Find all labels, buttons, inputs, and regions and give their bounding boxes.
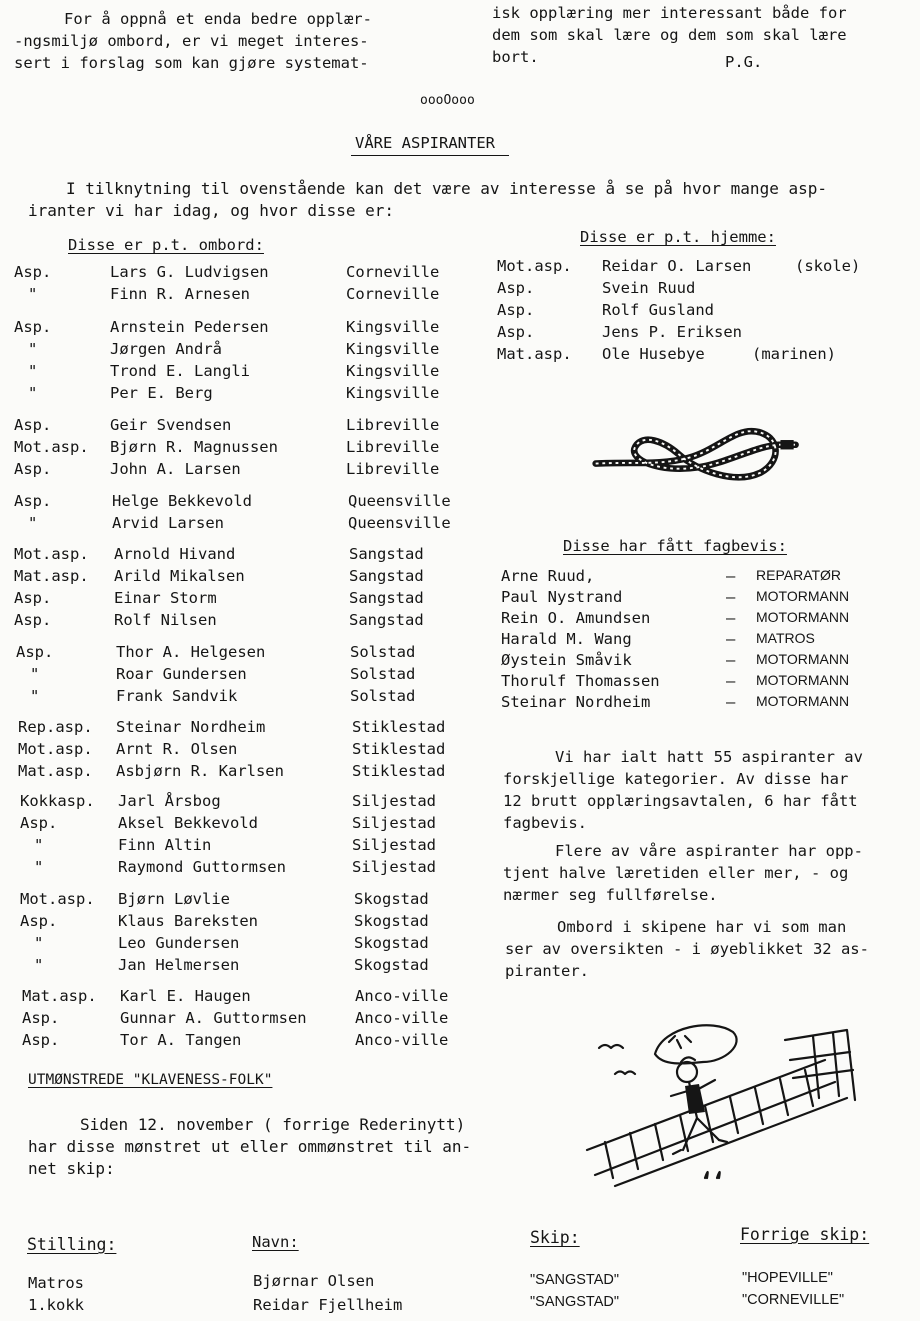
ship-name: Skogstad: [354, 890, 429, 908]
ship-name: Sangstad: [349, 589, 424, 607]
title-underline: [351, 155, 509, 156]
section-title-text: VÅRE ASPIRANTER: [355, 134, 495, 152]
rank: ": [28, 362, 38, 380]
text-line: For å oppnå et enda bedre opplær-: [64, 10, 372, 28]
ship-name: Libreville: [346, 438, 440, 456]
rank: Asp.: [14, 263, 52, 281]
person-name: Øystein Småvik: [501, 651, 632, 669]
rank: Asp.: [497, 323, 535, 341]
person-name: Leo Gundersen: [118, 934, 240, 952]
person-name: Per E. Berg: [110, 384, 213, 402]
text-line: net skip:: [28, 1159, 115, 1178]
rank: Mat.asp.: [22, 987, 97, 1005]
ship-name: Solstad: [350, 687, 416, 705]
position: Matros: [28, 1274, 84, 1292]
text-line: 12 brutt opplæringsavtalen, 6 har fått: [503, 792, 858, 810]
person-name: Gunnar A. Guttormsen: [120, 1009, 307, 1027]
text-line: fagbevis.: [503, 814, 587, 832]
ship-name: Solstad: [350, 665, 416, 683]
trade: MOTORMANN: [756, 693, 850, 709]
ship-name: Anco-ville: [355, 1009, 449, 1027]
note: (marinen): [752, 345, 836, 363]
ship-name: Sangstad: [349, 611, 424, 629]
person-name: Arild Mikalsen: [114, 567, 245, 585]
person-name: Thor A. Helgesen: [116, 643, 266, 661]
rank: ": [34, 836, 44, 854]
dash: –: [726, 609, 736, 627]
rank: Asp.: [14, 460, 52, 478]
person-name: Jens P. Eriksen: [602, 323, 742, 341]
ship-name: Anco-ville: [355, 987, 449, 1005]
rank: Asp.: [14, 318, 52, 336]
person-name: Rolf Gusland: [602, 301, 714, 319]
section-separator: oooOooo: [420, 93, 475, 108]
onboard-roster: [14, 263, 484, 1053]
person-name: Thorulf Thomassen: [501, 672, 660, 690]
person-name: Frank Sandvik: [116, 687, 238, 705]
text-line: Siden 12. november ( forrige Rederinytt): [80, 1115, 466, 1134]
person-name: Arnold Hivand: [114, 545, 236, 563]
previous-ship-name: "HOPEVILLE": [742, 1270, 833, 1286]
person-name: Bjørn Løvlie: [118, 890, 230, 908]
note: (skole): [795, 257, 861, 275]
text-line: sert i forslag som kan gjøre systemat-: [14, 54, 369, 72]
person-name: Finn R. Arnesen: [110, 285, 250, 303]
person-name: Paul Nystrand: [501, 588, 623, 606]
dash: –: [726, 630, 736, 648]
person-name: Arnt R. Olsen: [116, 740, 238, 758]
rank: Asp.: [20, 912, 58, 930]
signoff-intro: [28, 1114, 471, 1180]
ship-name: Skogstad: [354, 956, 429, 974]
trade: MOTORMANN: [756, 588, 850, 604]
rank: Mot.asp.: [18, 740, 93, 758]
person-name: Jarl Årsbog: [118, 792, 221, 810]
text-line: piranter.: [505, 962, 589, 980]
person-name: Raymond Guttormsen: [118, 858, 286, 876]
person-name: Helge Bekkevold: [112, 492, 252, 510]
ship-name: Libreville: [346, 416, 440, 434]
aspirants-intro: [28, 178, 827, 222]
rank: ": [30, 665, 40, 683]
dash: –: [726, 672, 736, 690]
rank: Mat.asp.: [18, 762, 93, 780]
ship-name: Siljestad: [352, 814, 436, 832]
ship-name: Queensville: [348, 514, 451, 532]
column-header-name: Navn:: [252, 1233, 299, 1251]
text-line: iranter vi har idag, og hvor disse er:: [28, 201, 395, 220]
sailor-illustration: [585, 1000, 885, 1190]
ship-name: Corneville: [346, 263, 440, 281]
previous-ship-name: "CORNEVILLE": [742, 1292, 845, 1308]
person-name: Trond E. Langli: [110, 362, 250, 380]
person-name: Reidar Fjellheim: [253, 1296, 403, 1314]
trade: MOTORMANN: [756, 609, 850, 625]
ship-name: "SANGSTAD": [530, 1272, 619, 1288]
rank: Mot.asp.: [497, 257, 572, 275]
ship-name: Stiklestad: [352, 718, 446, 736]
cert-heading: Disse har fått fagbevis:: [563, 537, 787, 555]
rank: Asp.: [22, 1031, 60, 1049]
person-name: Asbjørn R. Karlsen: [116, 762, 284, 780]
text-line: nærmer seg fullførelse.: [503, 886, 718, 904]
rank: Asp.: [497, 279, 535, 297]
home-list: [497, 257, 907, 372]
rank: ": [28, 340, 38, 358]
section-title: [355, 134, 495, 152]
ship-name: Corneville: [346, 285, 440, 303]
ship-name: Kingsville: [346, 384, 440, 402]
rank: Asp.: [22, 1009, 60, 1027]
signoff-title: UTMØNSTREDE "KLAVENESS-FOLK": [28, 1072, 273, 1088]
person-name: Karl E. Haugen: [120, 987, 251, 1005]
onboard-heading: Disse er p.t. ombord:: [68, 236, 264, 254]
rank: Asp.: [16, 643, 54, 661]
person-name: Bjørnar Olsen: [253, 1272, 375, 1290]
ship-name: Sangstad: [349, 567, 424, 585]
text-line: dem som skal lære og dem som skal lære: [492, 26, 847, 44]
column-header-position: Stilling:: [27, 1235, 117, 1254]
trade: MOTORMANN: [756, 651, 850, 667]
ship-name: Skogstad: [354, 934, 429, 952]
home-heading: Disse er p.t. hjemme:: [580, 228, 776, 246]
cert-list: [501, 567, 901, 727]
summary-paragraph-2: [503, 840, 863, 906]
text-line: Flere av våre aspiranter har opp-: [555, 842, 863, 860]
dash: –: [726, 567, 736, 585]
person-name: Lars G. Ludvigsen: [110, 263, 269, 281]
rank: ": [34, 934, 44, 952]
rank: Rep.asp.: [18, 718, 93, 736]
rank: Mat.asp.: [14, 567, 89, 585]
ship-name: Siljestad: [352, 858, 436, 876]
ship-name: Skogstad: [354, 912, 429, 930]
signoff-table: [0, 1270, 920, 1318]
summary-paragraph-3: [505, 916, 869, 982]
ship-name: Anco-ville: [355, 1031, 449, 1049]
person-name: Svein Ruud: [602, 279, 696, 297]
dash: –: [726, 588, 736, 606]
ship-name: Sangstad: [349, 545, 424, 563]
rank: Mot.asp.: [14, 545, 89, 563]
person-name: Jan Helmersen: [118, 956, 240, 974]
person-name: Harald M. Wang: [501, 630, 632, 648]
text-line: har disse mønstret ut eller ommønstret til an-: [28, 1137, 472, 1156]
text-line: Vi har ialt hatt 55 aspiranter av: [555, 748, 863, 766]
trade: MATROS: [756, 630, 815, 646]
person-name: John A. Larsen: [110, 460, 241, 478]
rank: Asp.: [14, 492, 52, 510]
dash: –: [726, 693, 736, 711]
ship-name: Queensville: [348, 492, 451, 510]
rank: ": [28, 514, 38, 532]
person-name: Geir Svendsen: [110, 416, 232, 434]
text-line: bort.: [492, 48, 539, 66]
person-name: Bjørn R. Magnussen: [110, 438, 278, 456]
rank: Asp.: [14, 416, 52, 434]
text-line: tjent halve læretiden eller mer, - og: [503, 864, 849, 882]
ship-name: Kingsville: [346, 340, 440, 358]
rank: Kokkasp.: [20, 792, 95, 810]
text-line: Ombord i skipene har vi som man: [557, 918, 847, 936]
text-line: -ngsmiljø ombord, er vi meget interes-: [14, 32, 369, 50]
ship-name: Kingsville: [346, 318, 440, 336]
ship-name: Siljestad: [352, 792, 436, 810]
rank: Asp.: [497, 301, 535, 319]
ship-name: Siljestad: [352, 836, 436, 854]
ship-name: Libreville: [346, 460, 440, 478]
person-name: Rolf Nilsen: [114, 611, 217, 629]
signature: P.G.: [725, 53, 763, 71]
summary-paragraph-1: [503, 746, 863, 834]
person-name: Ole Husebye: [602, 345, 705, 363]
person-name: Klaus Bareksten: [118, 912, 258, 930]
position: 1.kokk: [28, 1296, 84, 1314]
rank: ": [28, 285, 38, 303]
person-name: Roar Gundersen: [116, 665, 247, 683]
person-name: Jørgen Andrå: [110, 340, 222, 358]
person-name: Arvid Larsen: [112, 514, 224, 532]
ship-name: Stiklestad: [352, 740, 446, 758]
person-name: Steinar Nordheim: [501, 693, 651, 711]
person-name: Aksel Bekkevold: [118, 814, 258, 832]
rank: ": [34, 956, 44, 974]
ship-name: Kingsville: [346, 362, 440, 380]
rank: Mot.asp.: [14, 438, 89, 456]
column-header-previous-ship: Forrige skip:: [740, 1225, 870, 1244]
trade: MOTORMANN: [756, 672, 850, 688]
dash: –: [726, 651, 736, 669]
person-name: Steinar Nordheim: [116, 718, 266, 736]
person-name: Finn Altin: [118, 836, 212, 854]
rank: Asp.: [14, 611, 52, 629]
rank: Asp.: [14, 589, 52, 607]
text-line: forskjellige kategorier. Av disse har: [503, 770, 849, 788]
rank: ": [28, 384, 38, 402]
trade: REPARATØR: [756, 567, 842, 583]
ship-name: "SANGSTAD": [530, 1294, 619, 1310]
text-line: ser av oversikten - i øyeblikket 32 as-: [505, 940, 869, 958]
person-name: Rein O. Amundsen: [501, 609, 651, 627]
column-header-ship: Skip:: [530, 1228, 580, 1247]
rank: ": [34, 858, 44, 876]
person-name: Arne Ruud,: [501, 567, 595, 585]
rank: Asp.: [20, 814, 58, 832]
ship-name: Stiklestad: [352, 762, 446, 780]
knot-illustration: [590, 424, 805, 490]
intro-right-column: [492, 2, 847, 68]
text-line: I tilknytning til ovenstående kan det være av interesse å se på hvor mange asp-: [66, 179, 827, 198]
person-name: Arnstein Pedersen: [110, 318, 269, 336]
person-name: Tor A. Tangen: [120, 1031, 242, 1049]
text-line: isk opplæring mer interessant både for: [492, 4, 847, 22]
rank: Mat.asp.: [497, 345, 572, 363]
ship-name: Solstad: [350, 643, 416, 661]
rank: ": [30, 687, 40, 705]
intro-left-column: [14, 8, 372, 74]
rank: Mot.asp.: [20, 890, 95, 908]
person-name: Reidar O. Larsen: [602, 257, 752, 275]
person-name: Einar Storm: [114, 589, 217, 607]
